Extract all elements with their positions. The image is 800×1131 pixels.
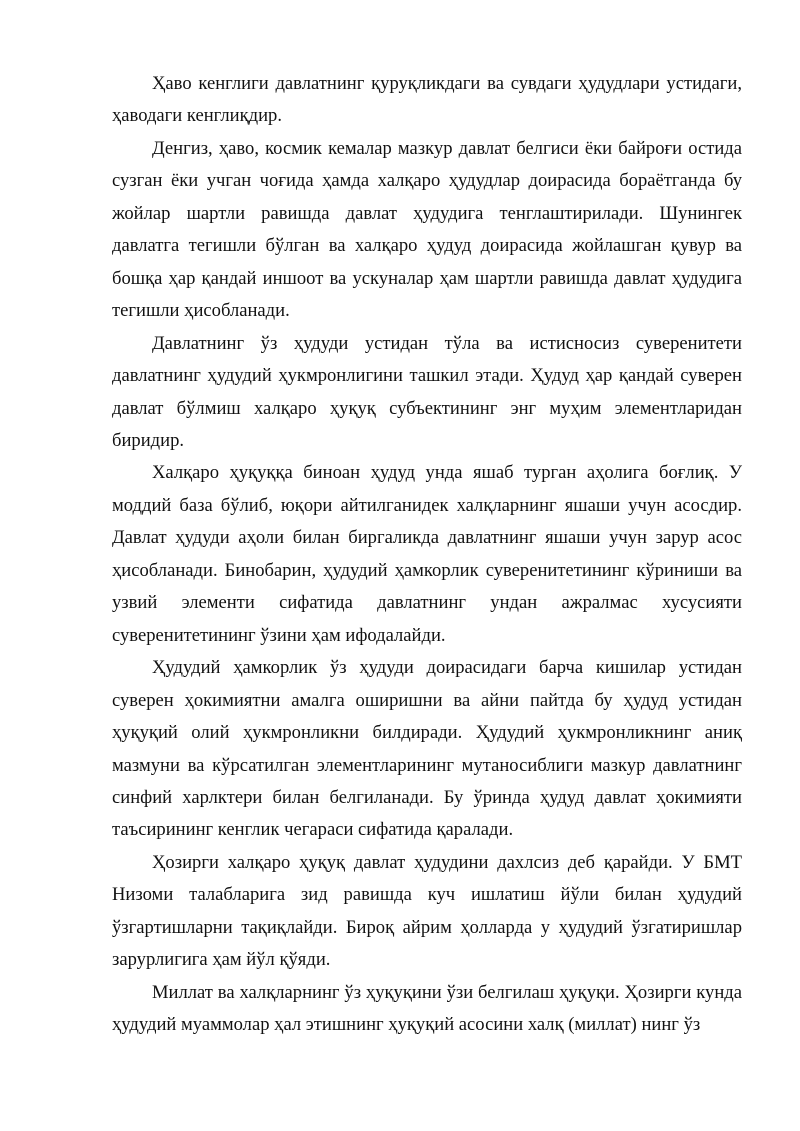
paragraph-territorial-dominion: Ҳудудий ҳамкорлик ўз ҳудуди доирасидаги барча кишилар устидан суверен ҳокимиятни амалга оширишни ва айни пайтда бу ҳудуд устидан ҳуқуқий олий ҳукмронликни билдиради. Ҳудудий ҳукмронликнинг аниқ мазмуни ва кўрсатилган элементларининг мутаносиблиги мазкур давлатнинг синфий харлктери билан белгиланади. Бу ўринда ҳудуд давлат ҳокимияти таъсирининг кенглик чегараси сифатида қаралади. bbox=[112, 657, 742, 841]
paragraph-inviolability: Ҳозирги халқаро ҳуқуқ давлат ҳудудини дахлсиз деб қарайди. У БМТ Низоми талабларига зид равишда куч ишлатиш йўли билан ҳудудий ўзгартишларни тақиқлайди. Бироқ айрим ҳолларда у ҳудудий ўзгатиришлар зарурлигига ҳам йўл қўяди. bbox=[112, 851, 742, 971]
document-page bbox=[112, 68, 742, 1042]
paragraph-ships-and-pipelines: Денгиз, ҳаво, космик кемалар мазкур давлат белгиси ёки байроғи остида сузган ёки учган чоғида ҳамда халқаро ҳудудлар доирасида бораётганда бу жойлар шартли равишда давлат ҳудудига тенглаштирилади. Шунингек давлатга тегишли бўлган ва халқаро ҳудуд доирасида жойлашган қувур ва бошқа ҳар қандай иншоот ва ускуналар ҳам шартли равишда давлат ҳудудига тегишли ҳисобланади. bbox=[112, 137, 742, 322]
paragraph-sovereignty: Давлатнинг ўз ҳудуди устидан тўла ва истисносиз суверенитети давлатнинг ҳудудий ҳукмронлигини ташкил этади. Ҳудуд ҳар қандай суверен давлат бўлмиш халқаро ҳуқуқ субъектининг энг муҳим элементларидан биридир. bbox=[112, 332, 742, 451]
paragraph-self-determination: Миллат ва халқларнинг ўз ҳуқуқини ўзи белгилаш ҳуқуқи. Ҳозирги кунда ҳудудий муаммолар ҳал этишнинг ҳуқуқий асосини халқ (миллат) нинг ўз bbox=[112, 981, 742, 1036]
paragraph-airspace: Ҳаво кенглиги давлатнинг қуруқликдаги ва сувдаги ҳудудлари устидаги, ҳаводаги кенглиқдир. bbox=[112, 73, 742, 127]
paragraph-territory-and-population: Халқаро ҳуқуққа биноан ҳудуд унда яшаб турган аҳолига боғлиқ. У моддий база бўлиб, юқори айтилганидек халқларнинг яшаши учун асосдир. Давлат ҳудуди аҳоли билан биргаликда давлатнинг яшаши учун зарур асос ҳисобланади. Бинобарин, ҳудудий ҳамкорлик суверенитетининг кўриниши ва узвий элементи сифатида давлатнинг ундан ажралмас хусусияти суверенитетининг ўзини ҳам ифодалайди. bbox=[112, 462, 742, 646]
